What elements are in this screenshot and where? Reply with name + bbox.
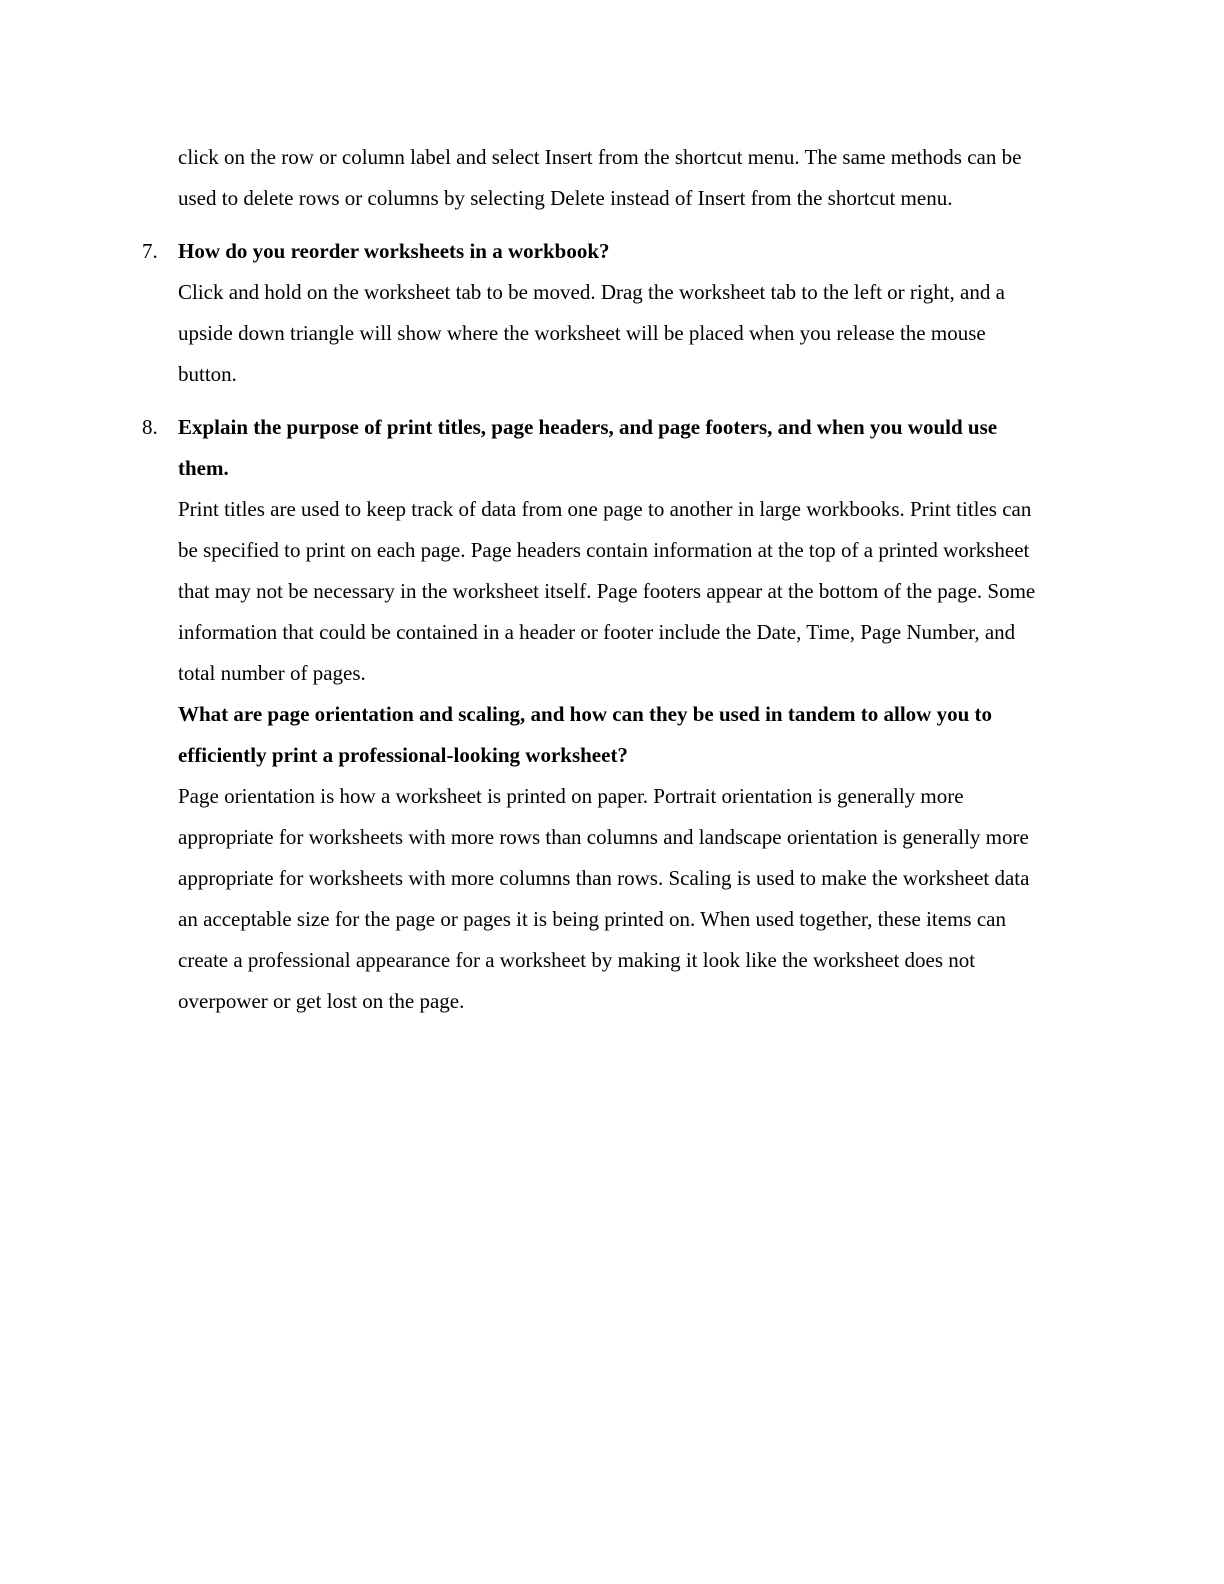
question-number: 7. bbox=[142, 239, 158, 263]
question-heading: How do you reorder worksheets in a workbook? bbox=[178, 239, 610, 263]
answer-paragraph: Print titles are used to keep track of data from one page to another in large workbooks. Print titles can be specified to print on each page. Page headers contain information at the top of a printed worksheet that may not be necessary in the worksheet itself. Page footers appear at the bottom of the page. Some information that could be contained in a header or footer include the Date, Time, Page Number, and total number of pages. bbox=[178, 497, 1036, 685]
question-heading-secondary: What are page orientation and scaling, and how can they be used in tandem to allow you to efficiently print a professional-looking worksheet? bbox=[178, 702, 993, 767]
answer-paragraph: Click and hold on the worksheet tab to be moved. Drag the worksheet tab to the left or right, and a upside down triangle will show where the worksheet will be placed when you release the mouse button. bbox=[178, 280, 1005, 386]
intro-paragraph: click on the row or column label and select Insert from the shortcut menu. The same methods can be used to delete rows or columns by selecting Delete instead of Insert from the shortcut menu. bbox=[178, 145, 1022, 210]
question-item-7 bbox=[142, 231, 1038, 395]
answer-paragraph-secondary: Page orientation is how a worksheet is printed on paper. Portrait orientation is generally more appropriate for worksheets with more rows than columns and landscape orientation is generally more appropriate for worksheets with more columns than rows. Scaling is used to make the worksheet data an acceptable size for the page or pages it is being printed on. When used together, these items can create a professional appearance for a worksheet by making it look like the worksheet does not overpower or get lost on the page. bbox=[178, 784, 1030, 1013]
question-heading: Explain the purpose of print titles, page headers, and page footers, and when you would use them. bbox=[178, 415, 998, 480]
question-number: 8. bbox=[142, 415, 158, 439]
question-item-8 bbox=[142, 407, 1038, 1022]
document-body bbox=[142, 137, 1038, 1022]
